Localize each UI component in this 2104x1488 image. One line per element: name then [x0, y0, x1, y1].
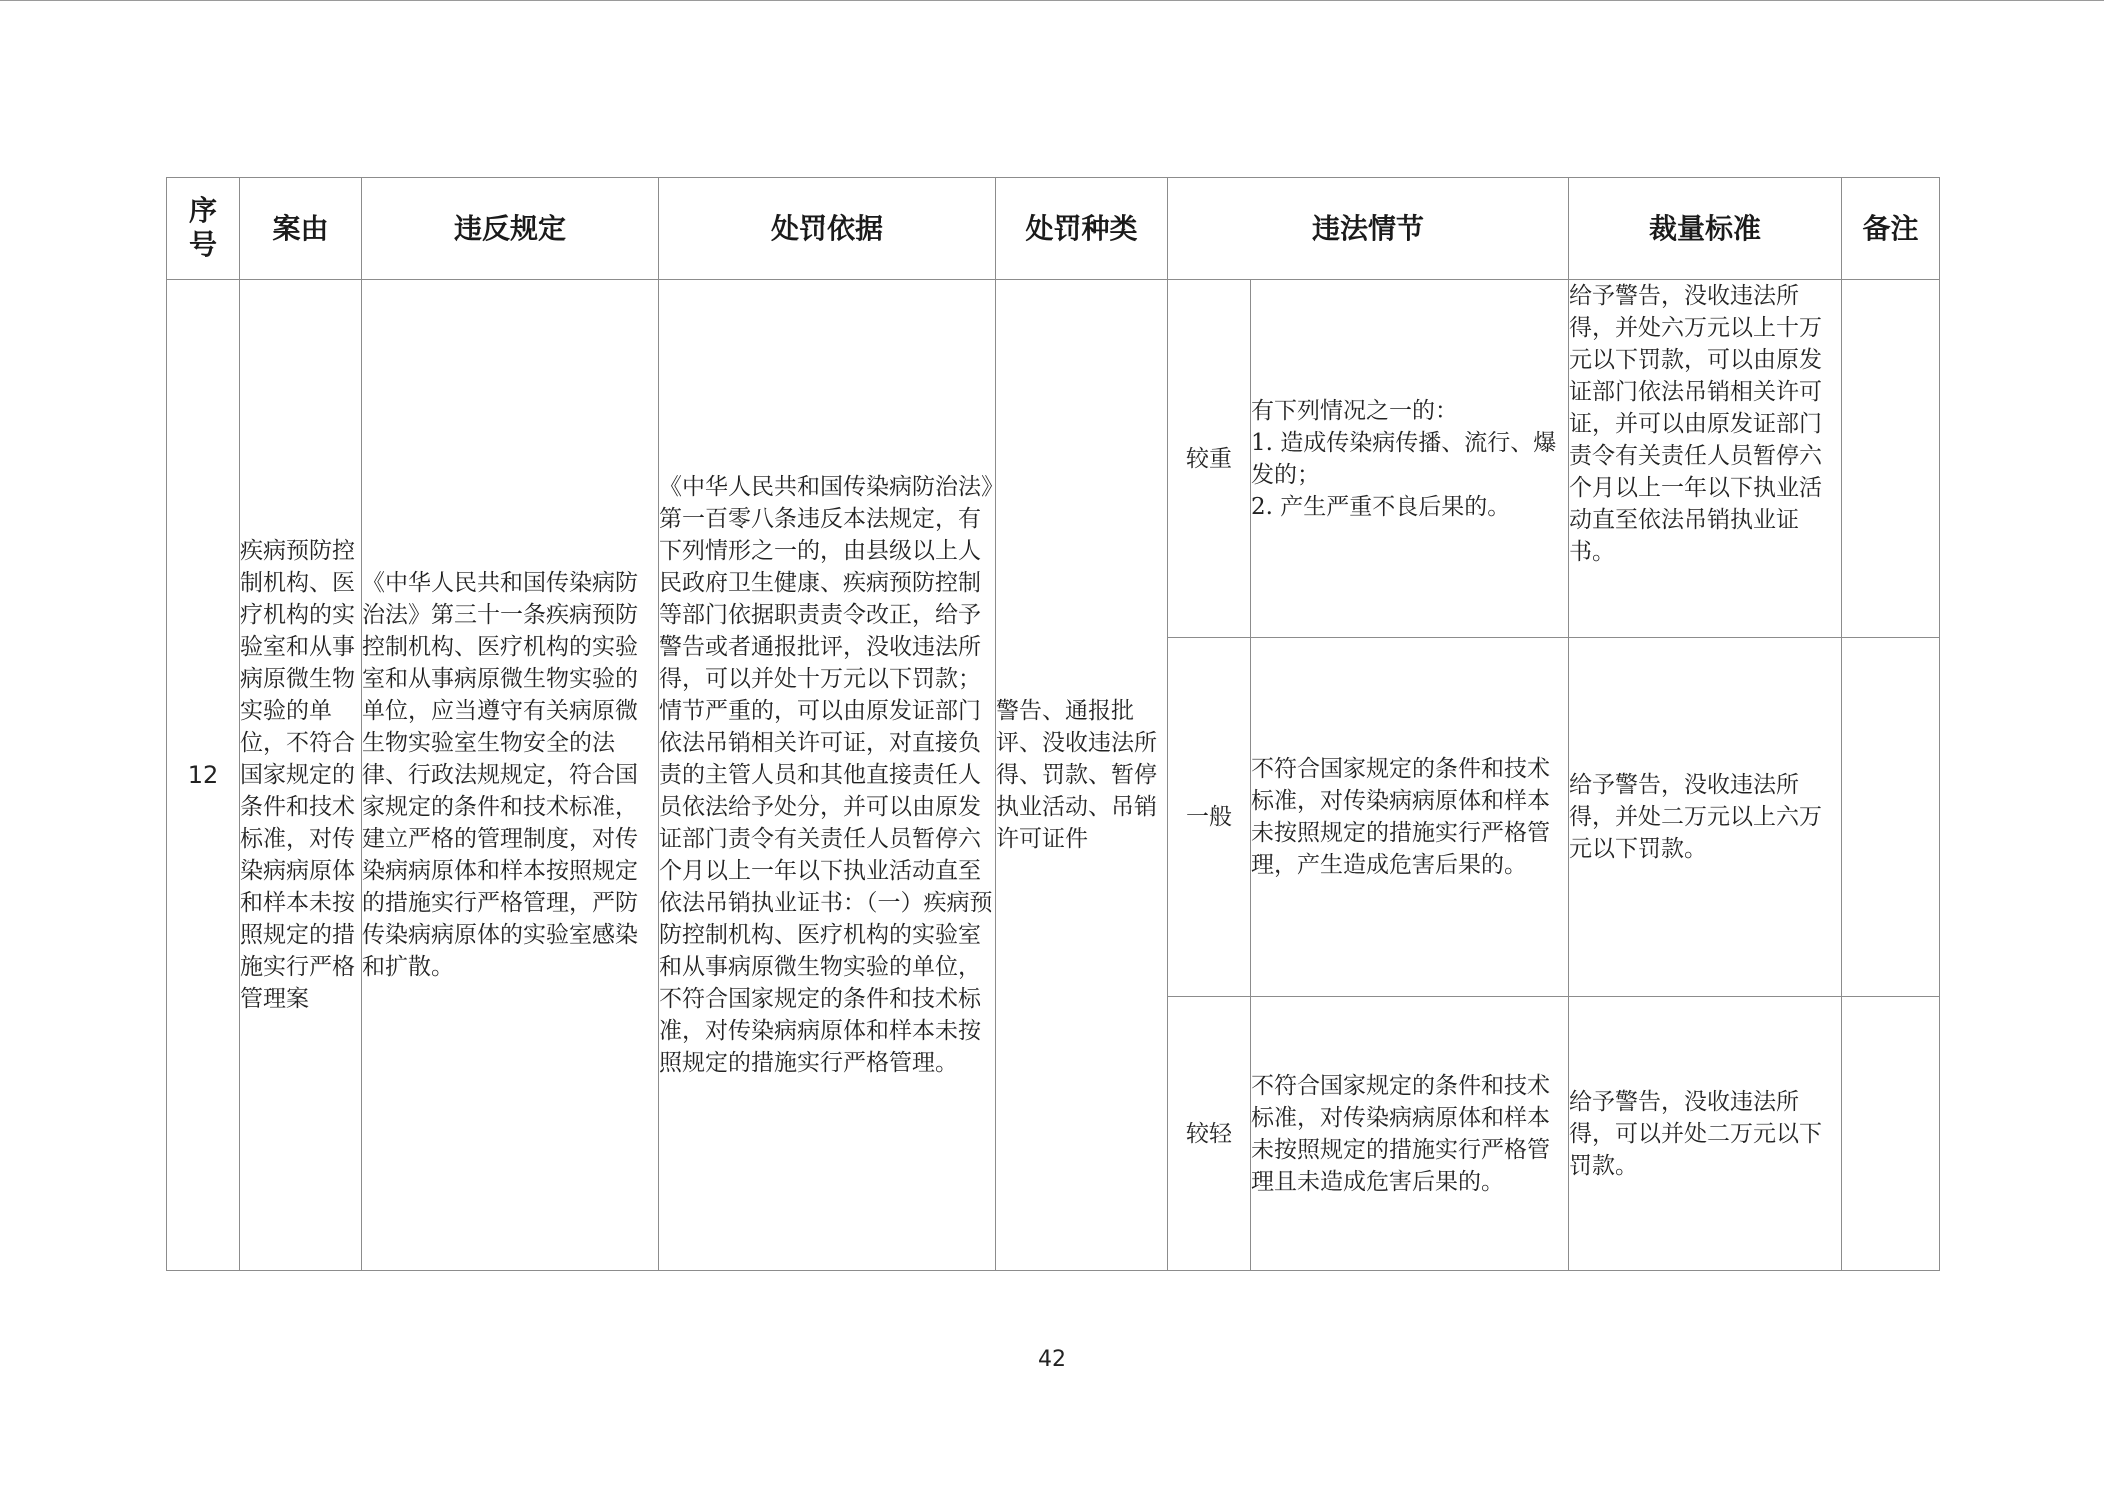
header-row — [167, 178, 1940, 280]
situation-1-line-1: 有下列情况之一的： — [1251, 397, 1458, 424]
row-basis: 《中华人民共和国传染病防治法》第一百零八条违反本法规定，有下列情形之一的，由县级以上人民政府卫生健康、疾病预防控制等部门依据职责责令改正，给予警告或者通报批评，没收违法所得，可以并处十万元以下罚款；情节严重的，可以由原发证部门依法吊销相关许可证，对直接负责的主管人员和其他直接责任人员依法给予处分，并可以由原发证部门责令有关责任人员暂停六个月以上一年以下执业活动直至依法吊销执业证书：（一）疾病预防控制机构、医疗机构的实验室和从事病原微生物实验的单位，不符合国家规定的条件和技术标准，对传染病病原体和样本未按照规定的措施实行严格管理。 — [659, 280, 996, 1271]
header-situation: 违法情节 — [1168, 178, 1569, 280]
level-label-1: 较重 — [1168, 280, 1251, 638]
situation-1-line-3: 2. 产生严重不良后果的。 — [1251, 493, 1511, 520]
level-label-3: 较轻 — [1168, 997, 1251, 1271]
penalty-table — [166, 177, 1940, 1271]
row-type: 警告、通报批评、没收违法所得、罚款、暂停执业活动、吊销许可证件 — [996, 280, 1168, 1271]
header-basis: 处罚依据 — [659, 178, 996, 280]
remark-2 — [1842, 638, 1940, 997]
row-seq: 12 — [167, 280, 240, 1271]
page-number: 42 — [1038, 1347, 1066, 1372]
level-label-2: 一般 — [1168, 638, 1251, 997]
situation-3: 不符合国家规定的条件和技术标准，对传染病病原体和样本未按照规定的措施实行严格管理且未造成危害后果的。 — [1251, 997, 1569, 1271]
row-case: 疾病预防控制机构、医疗机构的实验室和从事病原微生物实验的单位，不符合国家规定的条件和技术标准，对传染病病原体和样本未按照规定的措施实行严格管理案 — [240, 280, 362, 1271]
header-seq — [167, 178, 240, 280]
level-row-1 — [167, 280, 1940, 638]
row-violation: 《中华人民共和国传染病防治法》第三十一条疾病预防控制机构、医疗机构的实验室和从事病原微生物实验的单位，应当遵守有关病原微生物实验室生物安全的法律、行政法规规定，符合国家规定的条件和技术标准，建立严格的管理制度，对传染病病原体和样本按照规定的措施实行严格管理，严防传染病病原体的实验室感染和扩散。 — [362, 280, 659, 1271]
header-remark: 备注 — [1842, 178, 1940, 280]
situation-1-line-2: 1. 造成传染病传播、流行、爆发的； — [1251, 429, 1557, 488]
standard-2: 给予警告，没收违法所得，并处二万元以上六万元以下罚款。 — [1569, 638, 1842, 997]
standard-1: 给予警告，没收违法所得，并处六万元以上十万元以下罚款，可以由原发证部门依法吊销相关许可证，并可以由原发证部门责令有关责任人员暂停六个月以上一年以下执业活动直至依法吊销执业证书。 — [1569, 280, 1842, 638]
standard-3: 给予警告，没收违法所得，可以并处二万元以下罚款。 — [1569, 997, 1842, 1271]
remark-1 — [1842, 280, 1940, 638]
header-case: 案由 — [240, 178, 362, 280]
header-seq-label: 序号 — [188, 194, 217, 261]
header-violation: 违反规定 — [362, 178, 659, 280]
situation-2: 不符合国家规定的条件和技术标准，对传染病病原体和样本未按照规定的措施实行严格管理，产生造成危害后果的。 — [1251, 638, 1569, 997]
header-standard: 裁量标准 — [1569, 178, 1842, 280]
header-type: 处罚种类 — [996, 178, 1168, 280]
situation-1 — [1251, 280, 1569, 638]
remark-3 — [1842, 997, 1940, 1271]
